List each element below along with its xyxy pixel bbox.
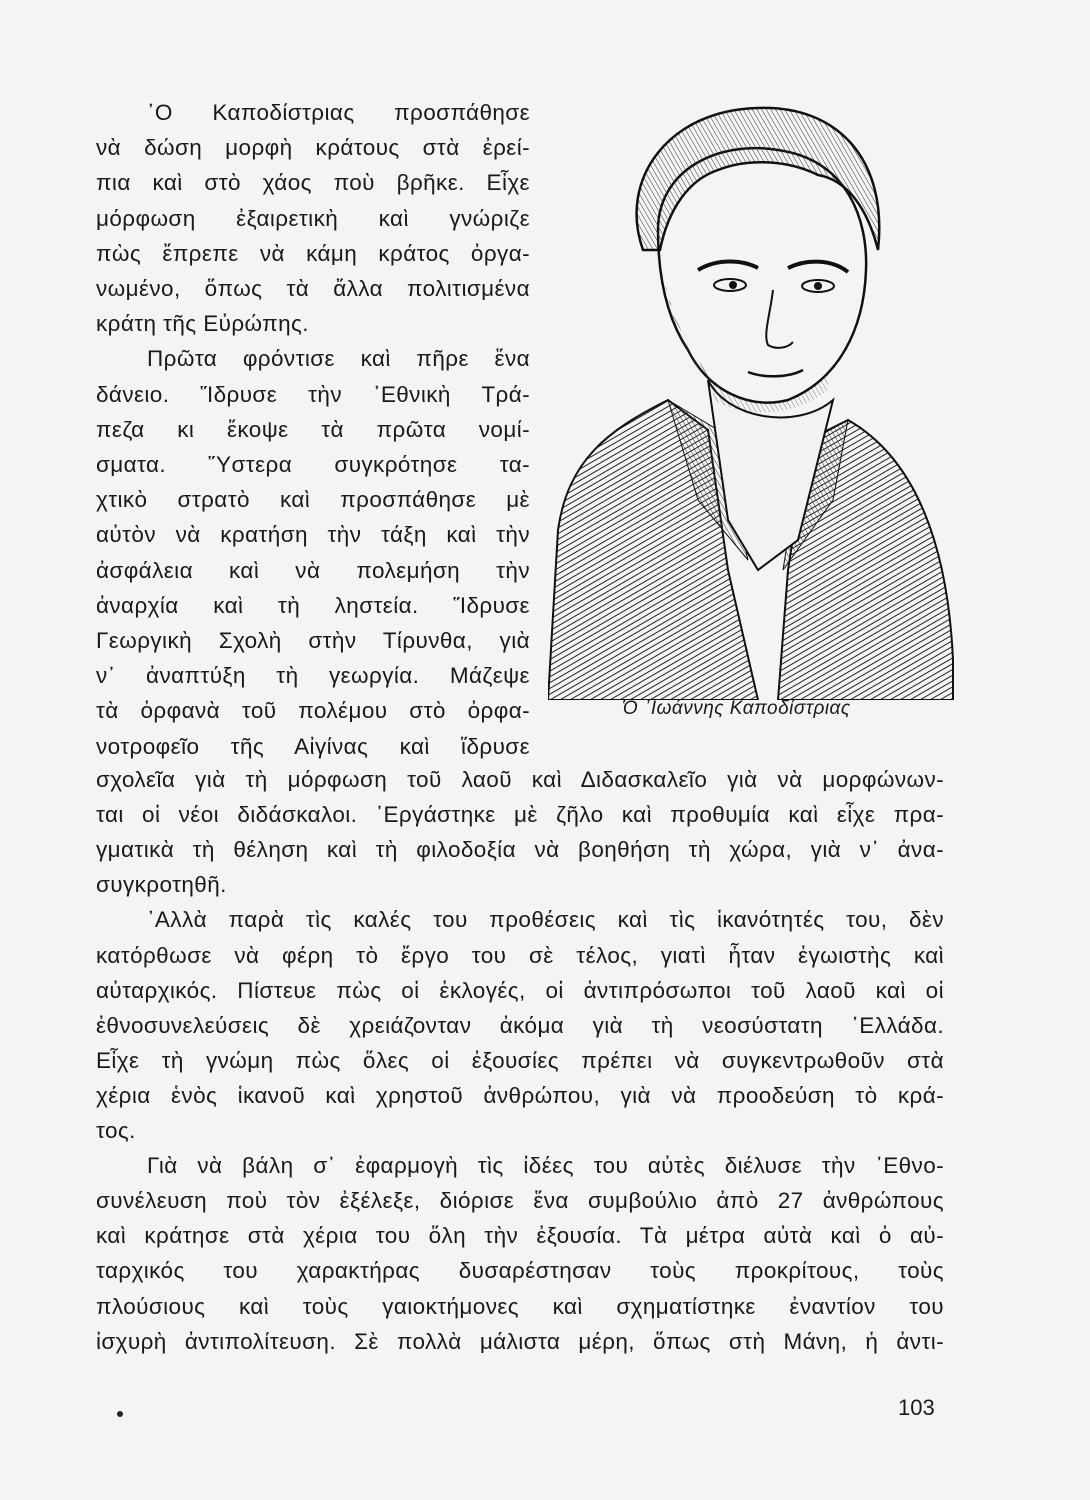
text-line: πλούσιους καὶ τοὺς γαιοκτήμονες καὶ σχηματίστηκε ἐναντίον του xyxy=(96,1293,944,1319)
text-line: ἰσχυρὴ ἀντιπολίτευση. Σὲ πολλὰ μάλιστα μέρη, ὅπως στὴ Μάνη, ἡ ἀντι- xyxy=(96,1328,944,1354)
text-line: ταρχικός του χαρακτήρας δυσαρέστησαν τοὺς προκρίτους, τοὺς xyxy=(96,1258,944,1284)
page-number: 103 xyxy=(898,1395,935,1420)
text-line: συγκροτηθῆ. xyxy=(96,872,227,898)
text-line: χτικὸ στρατὸ καὶ προσπάθησε μὲ xyxy=(96,487,530,513)
figure-caption: Ὁ ᾿Ιωάννης Καποδίστριας xyxy=(622,698,851,719)
text-line: ν᾿ ἀναπτύξη τὴ γεωργία. Μάζεψε xyxy=(96,663,530,689)
margin-dot xyxy=(117,1411,123,1417)
text-line: νωμένο, ὅπως τὰ ἄλλα πολιτισμένα xyxy=(96,276,530,301)
text-line: νὰ δώση μορφὴ κράτους στὰ ἐρεί- xyxy=(96,135,530,161)
text-line: κατόρθωσε νὰ φέρη τὸ ἔργο του σὲ τέλος, γιατὶ ἦταν ἐγωιστὴς καὶ xyxy=(96,942,944,968)
text-line: Γιὰ νὰ βάλη σ᾿ ἐφαρμογὴ τὶς ἰδέες του αὐτὲς διέλυσε τὴν ᾿Εθνο- xyxy=(147,1153,944,1179)
text-line: πὼς ἔπρεπε νὰ κάμη κράτος ὀργα- xyxy=(96,240,530,266)
text-line: Εἶχε τὴ γνώμη πὼς ὅλες οἱ ἐξουσίες πρέπει νὰ συγκεντρωθοῦν στὰ xyxy=(96,1047,944,1073)
text-line: ἐθνοσυνελεύσεις δὲ χρειάζονταν ἀκόμα γιὰ τὴ νεοσύστατη ῾Ελλάδα. xyxy=(96,1012,944,1038)
text-line: γματικὰ τὴ θέληση καὶ τὴ φιλοδοξία νὰ βοηθήση τὴ χώρα, γιὰ ν᾿ ἀνα- xyxy=(96,837,944,863)
text-line: ται οἱ νέοι διδάσκαλοι. ᾿Εργάστηκε μὲ ζῆλο καὶ προθυμία καὶ εἶχε πρα- xyxy=(96,802,944,828)
text-line: σχολεῖα γιὰ τὴ μόρφωση τοῦ λαοῦ καὶ Διδασκαλεῖο γιὰ νὰ μορφώνων- xyxy=(96,767,944,792)
text-line: αὐτὸν νὰ κρατήση τὴν τάξη καὶ τὴν xyxy=(96,522,530,548)
text-line: νοτροφεῖο τῆς Αἰγίνας καὶ ἵδρυσε xyxy=(96,733,530,759)
text-line: συνέλευση ποὺ τὸν ἐξέλεξε, διόρισε ἕνα συμβούλιο ἀπὸ 27 ἀνθρώπους xyxy=(96,1188,944,1214)
text-line: ἀσφάλεια καὶ νὰ πολεμήση τὴν xyxy=(96,557,530,583)
text-line: μόρφωση ἐξαιρετικὴ καὶ γνώριζε xyxy=(96,205,530,231)
text-line: πια καὶ στὸ χάος ποὺ βρῆκε. Εἶχε xyxy=(96,170,530,196)
text-line: ἀναρχία καὶ τὴ ληστεία. Ἵδρυσε xyxy=(96,592,530,618)
text-line: αὐταρχικός. Πίστευε πὼς οἱ ἐκλογές, οἱ ἀντιπρόσωποι τοῦ λαοῦ καὶ οἱ xyxy=(96,977,944,1003)
text-line: σματα. Ὕστερα συγκρότησε τα- xyxy=(96,452,530,477)
text-line: ᾿Αλλὰ παρὰ τὶς καλές του προθέσεις καὶ τὶς ἱκανότητές του, δὲν xyxy=(147,907,944,933)
text-line: Γεωργικὴ Σχολὴ στὴν Τίρυνθα, γιὰ xyxy=(96,628,530,653)
text-line: καὶ κράτησε στὰ χέρια του ὅλη τὴν ἐξουσία. Τὰ μέτρα αὐτὰ καὶ ὁ αὐ- xyxy=(96,1223,944,1249)
text-line: τὰ ὀρφανὰ τοῦ πολέμου στὸ ὀρφα- xyxy=(96,698,530,724)
text-line: Πρῶτα φρόντισε καὶ πῆρε ἕνα xyxy=(147,346,530,372)
text-line: ᾿Ο Καποδίστριας προσπάθησε xyxy=(147,100,530,125)
text-line: πεζα κι ἔκοψε τὰ πρῶτα νομί- xyxy=(96,416,530,442)
portrait-engraving xyxy=(548,100,958,700)
text-line: χέρια ἑνὸς ἱκανοῦ καὶ χρηστοῦ ἀνθρώπου, γιὰ νὰ προοδεύση τὸ κρά- xyxy=(96,1082,944,1108)
text-line: κράτη τῆς Εὐρώπης. xyxy=(96,311,309,337)
text-line: δάνειο. Ἵδρυσε τὴν ᾿Εθνικὴ Τρά- xyxy=(96,381,530,407)
text-line: τος. xyxy=(96,1118,136,1143)
